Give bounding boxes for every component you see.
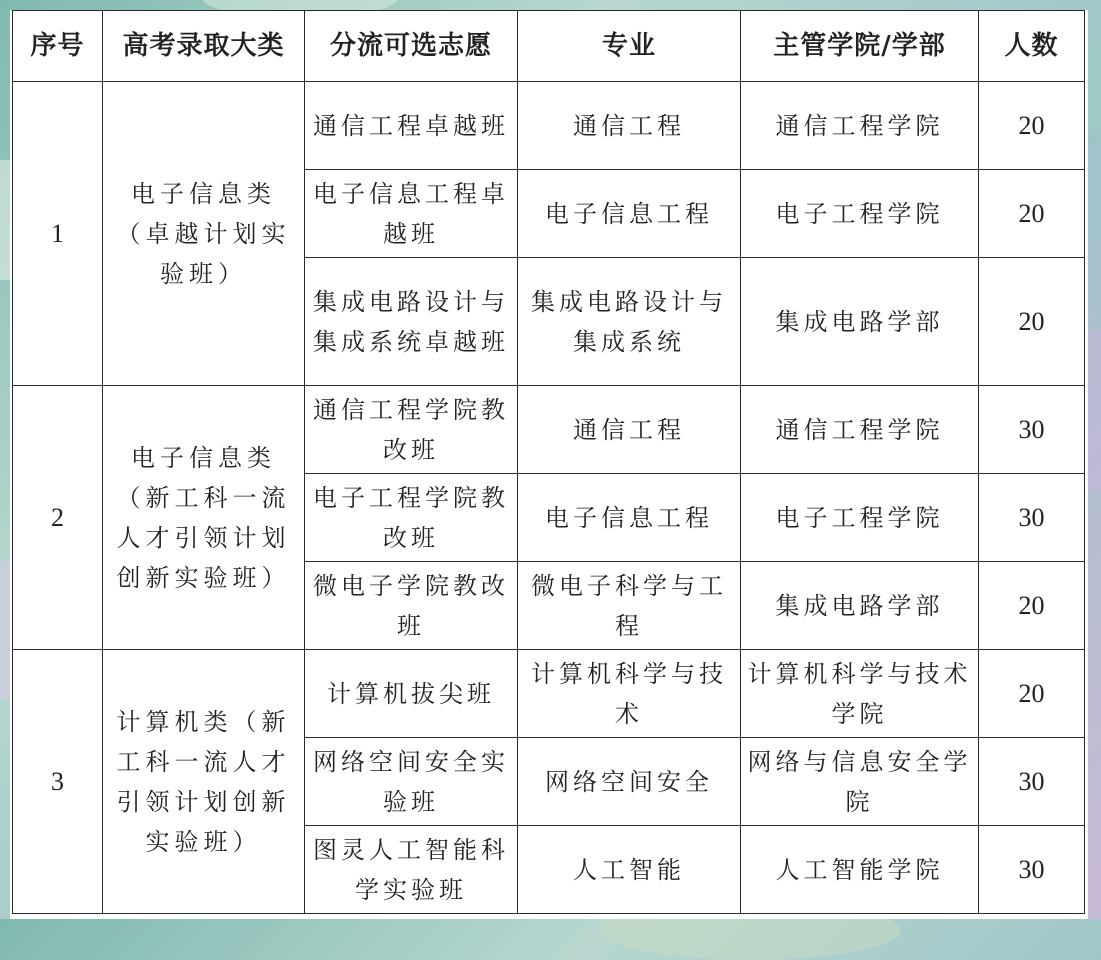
cell-option: 网络空间安全实验班 (305, 738, 518, 826)
cell-college: 集成电路学部 (741, 562, 979, 650)
cell-major: 集成电路设计与集成系统 (518, 258, 741, 386)
cell-option: 图灵人工智能科学实验班 (305, 826, 518, 914)
cell-count: 30 (979, 474, 1085, 562)
cell-option: 通信工程卓越班 (305, 82, 518, 170)
cell-option: 集成电路设计与集成系统卓越班 (305, 258, 518, 386)
header-index: 序号 (13, 11, 103, 82)
cell-category: 计算机类（新工科一流人才引领计划创新实验班） (103, 650, 305, 914)
cell-college: 电子工程学院 (741, 170, 979, 258)
cell-major: 通信工程 (518, 386, 741, 474)
cell-index: 1 (13, 82, 103, 386)
cell-count: 30 (979, 826, 1085, 914)
cell-major: 计算机科学与技术 (518, 650, 741, 738)
table-row (13, 82, 1085, 170)
cell-category: 电子信息类（新工科一流人才引领计划创新实验班） (103, 386, 305, 650)
cell-major: 电子信息工程 (518, 170, 741, 258)
cell-option: 微电子学院教改班 (305, 562, 518, 650)
cell-count: 20 (979, 258, 1085, 386)
cell-college: 通信工程学院 (741, 82, 979, 170)
cell-count: 20 (979, 82, 1085, 170)
cell-count: 30 (979, 386, 1085, 474)
enrollment-table (12, 10, 1085, 914)
cell-count: 30 (979, 738, 1085, 826)
header-college: 主管学院/学部 (741, 11, 979, 82)
table-row (13, 386, 1085, 474)
cell-option: 通信工程学院教改班 (305, 386, 518, 474)
cell-index: 3 (13, 650, 103, 914)
table-header-row (13, 11, 1085, 82)
cell-college: 电子工程学院 (741, 474, 979, 562)
header-major: 专业 (518, 11, 741, 82)
cell-major: 电子信息工程 (518, 474, 741, 562)
cell-major: 微电子科学与工程 (518, 562, 741, 650)
header-option: 分流可选志愿 (305, 11, 518, 82)
cell-college: 通信工程学院 (741, 386, 979, 474)
cell-category: 电子信息类（卓越计划实验班） (103, 82, 305, 386)
document-sheet (10, 10, 1088, 919)
cell-count: 20 (979, 562, 1085, 650)
cell-major: 网络空间安全 (518, 738, 741, 826)
cell-count: 20 (979, 170, 1085, 258)
cell-count: 20 (979, 650, 1085, 738)
cell-index: 2 (13, 386, 103, 650)
cell-option: 电子信息工程卓越班 (305, 170, 518, 258)
cell-college: 人工智能学院 (741, 826, 979, 914)
cell-college: 计算机科学与技术学院 (741, 650, 979, 738)
cell-college: 集成电路学部 (741, 258, 979, 386)
table-row (13, 650, 1085, 738)
cell-major: 人工智能 (518, 826, 741, 914)
cell-college: 网络与信息安全学院 (741, 738, 979, 826)
header-category: 高考录取大类 (103, 11, 305, 82)
header-count: 人数 (979, 11, 1085, 82)
cell-major: 通信工程 (518, 82, 741, 170)
cell-option: 计算机拔尖班 (305, 650, 518, 738)
cell-option: 电子工程学院教改班 (305, 474, 518, 562)
